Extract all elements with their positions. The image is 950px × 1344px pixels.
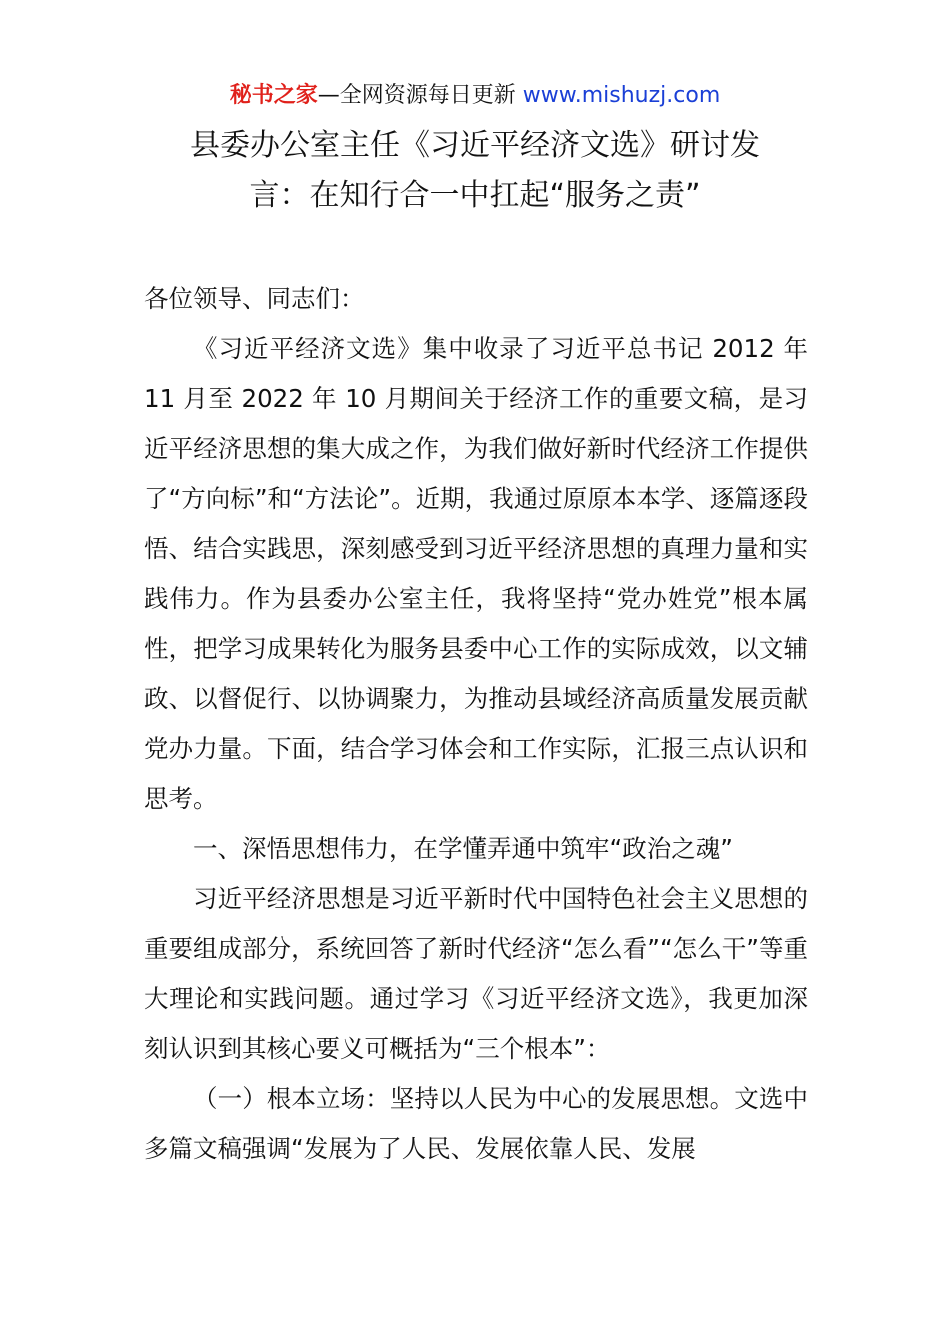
document-title-line-1: 县委办公室主任《习近平经济文选》研讨发: [190, 128, 760, 163]
section-heading-1: 一、深悟思想伟力，在学懂弄通中筑牢“政治之魂”: [193, 834, 733, 863]
document-body: [144, 274, 808, 1174]
site-tagline: —全网资源每日更新: [317, 83, 523, 108]
salutation: 各位领导、同志们：: [144, 284, 365, 313]
paragraph-3: （一）根本立场：坚持以人民为中心的发展思想。文选中多篇文稿强调“发展为了人民、发展依靠人民、发展: [144, 1084, 808, 1163]
site-brand: 秘书之家: [229, 83, 318, 108]
paragraph-2: 习近平经济思想是习近平新时代中国特色社会主义思想的重要组成部分，系统回答了新时代经济“怎么看”“怎么干”等重大理论和实践问题。通过学习《习近平经济文选》，我更加深刻认识到其核心要义可概括为“三个根本”：: [144, 884, 808, 1063]
site-url[interactable]: www.mishuzj.com: [522, 83, 721, 108]
document-title-line-2: 言：在知行合一中扛起“服务之责”: [249, 178, 701, 213]
paragraph-1: 《习近平经济文选》集中收录了习近平总书记 2012 年 11 月至 2022 年 10 月期间关于经济工作的重要文稿，是习近平经济思想的集大成之作，为我们做好新时代经济工作提供了“方向标”和“方法论”。近期，我通过原原本本学、逐篇逐段悟、结合实践思，深刻感受到习近平经济思想的真理力量和实践伟力。作为县委办公室主任，我将坚持“党办姓党”根本属性，把学习成果转化为服务县委中心工作的实际成效，以文辅政、以督促行、以协调聚力，为推动县域经济高质量发展贡献党办力量。下面，结合学习体会和工作实际，汇报三点认识和思考。: [144, 334, 808, 813]
site-header: [0, 80, 950, 112]
